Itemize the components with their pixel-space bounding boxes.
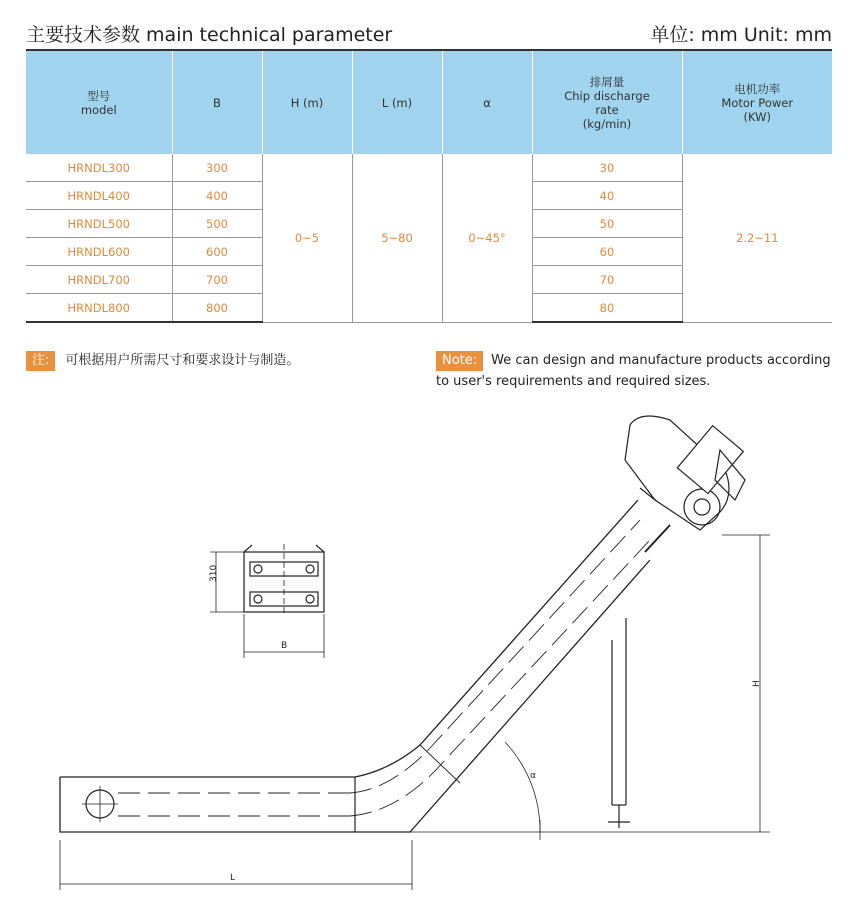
dim-label-b: B — [281, 641, 288, 651]
cell-b: 700 — [172, 266, 262, 294]
cell-model: HRNDL600 — [26, 238, 172, 266]
cell-model: HRNDL300 — [26, 154, 172, 182]
note-text-en: We can design and manufacture products according to user's requirements and required sizes. — [436, 353, 831, 389]
cell-power: 2.2~11 — [682, 154, 832, 322]
unit-label: 单位: mm Unit: mm — [650, 24, 832, 46]
page-header — [26, 18, 832, 48]
header-h: H (m) — [262, 51, 352, 154]
note-tag-en: Note: — [436, 351, 483, 371]
cell-rate: 80 — [532, 294, 682, 323]
conveyor-drive-head — [625, 416, 745, 552]
header-b: B — [172, 51, 262, 154]
dimension-lines — [60, 535, 770, 890]
cell-b: 400 — [172, 182, 262, 210]
dim-label-l: L — [230, 873, 236, 883]
cell-rate: 70 — [532, 266, 682, 294]
page-title: 主要技术参数 main technical parameter — [26, 24, 393, 46]
conveyor-horizontal-section — [60, 500, 650, 832]
cell-rate: 50 — [532, 210, 682, 238]
cell-b: 800 — [172, 294, 262, 323]
header-alpha: α — [442, 51, 532, 154]
cell-b: 600 — [172, 238, 262, 266]
cell-b: 300 — [172, 154, 262, 182]
header-rate: 排屑量 Chip discharge rate (kg/min) — [532, 51, 682, 154]
dim-label-alpha: α — [530, 771, 536, 781]
cell-model: HRNDL700 — [26, 266, 172, 294]
cell-alpha: 0~45° — [442, 154, 532, 322]
cell-rate: 30 — [532, 154, 682, 182]
support-leg — [608, 618, 630, 828]
note-text-cn: 可根据用户所需尺寸和要求设计与制造。 — [65, 353, 300, 368]
header-l: L (m) — [352, 51, 442, 154]
note-tag-cn: 注: — [26, 351, 55, 371]
cell-rate: 60 — [532, 238, 682, 266]
cell-model: HRNDL400 — [26, 182, 172, 210]
header-model: 型号 model — [26, 51, 172, 154]
cell-rate: 40 — [532, 182, 682, 210]
header-power: 电机功率 Motor Power (KW) — [682, 51, 832, 154]
cell-b: 500 — [172, 210, 262, 238]
cell-l: 5~80 — [352, 154, 442, 322]
spec-table — [26, 51, 832, 323]
cross-section-view — [210, 544, 324, 658]
cell-h: 0~5 — [262, 154, 352, 322]
conveyor-drawing — [0, 395, 850, 900]
table-row — [26, 154, 832, 182]
cell-model: HRNDL500 — [26, 210, 172, 238]
dim-label-310: 310 — [209, 564, 219, 582]
table-header-row — [26, 51, 832, 154]
note-english — [436, 350, 836, 392]
cell-model: HRNDL800 — [26, 294, 172, 323]
dim-label-h: H — [752, 680, 762, 687]
note-chinese — [26, 350, 299, 371]
